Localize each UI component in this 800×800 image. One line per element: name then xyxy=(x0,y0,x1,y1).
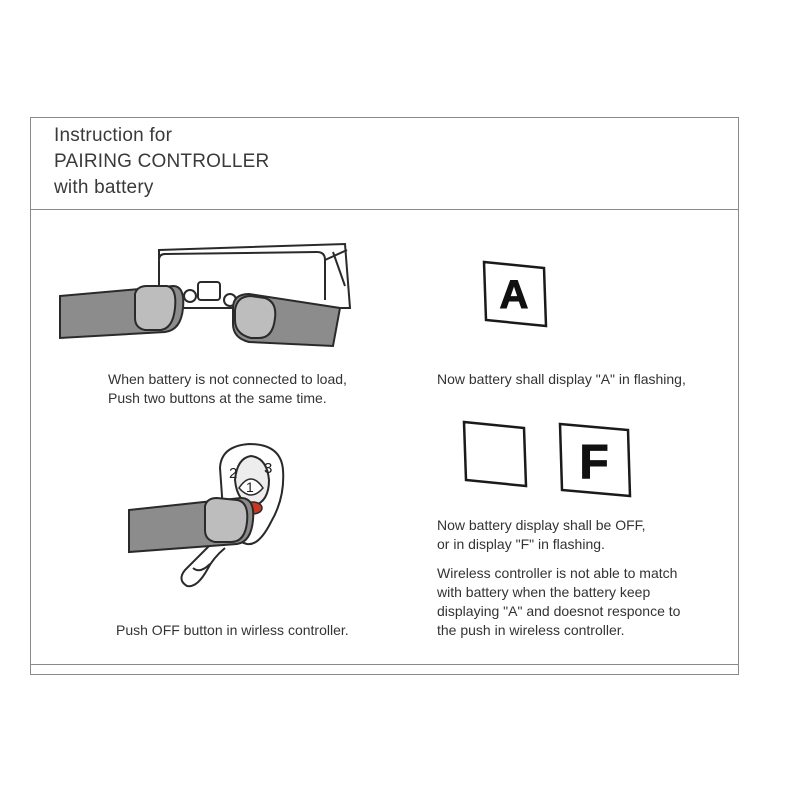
step1-line-2: Push two buttons at the same time. xyxy=(108,390,327,406)
step1-line-1: When battery is not connected to load, xyxy=(108,371,347,387)
step3-line-1: Push OFF button in wirless controller. xyxy=(116,622,349,638)
remote-label-2: 2 xyxy=(229,465,238,482)
battery-buttons-illustration xyxy=(55,238,355,358)
display-letter-f: F xyxy=(579,436,609,489)
left-finger xyxy=(60,286,183,338)
instruction-title xyxy=(54,123,269,201)
remote-label-3: 3 xyxy=(264,460,273,477)
display-letter-a: A xyxy=(499,273,529,317)
remote-label-1: 1 xyxy=(246,479,254,495)
step4-note xyxy=(437,564,680,640)
title-divider xyxy=(30,209,739,210)
title-line-3: with battery xyxy=(54,177,154,198)
note-line-4: the push in wireless controller. xyxy=(437,622,625,638)
step4-text xyxy=(437,516,646,554)
display-f-icon xyxy=(554,420,636,502)
note-line-3: displaying "A" and doesnot responce to xyxy=(437,603,681,619)
step2-line-1: Now battery shall display "A" in flashing, xyxy=(437,371,686,387)
bottom-divider xyxy=(30,664,739,665)
title-line-1: Instruction for xyxy=(54,125,173,146)
step3-text xyxy=(116,621,349,640)
step4-line-2: or in display "F" in flashing. xyxy=(437,536,605,552)
pressing-finger xyxy=(129,498,253,552)
remote-press-illustration xyxy=(125,440,300,590)
note-line-1: Wireless controller is not able to match xyxy=(437,565,678,581)
title-line-2: PAIRING CONTROLLER xyxy=(54,151,270,172)
note-line-2: with battery when the battery keep xyxy=(437,584,651,600)
display-off-icon xyxy=(458,418,532,492)
display-a-icon xyxy=(478,258,552,332)
step1-text xyxy=(108,370,347,408)
step4-line-1: Now battery display shall be OFF, xyxy=(437,517,646,533)
battery-button-left xyxy=(184,290,196,302)
step2-text xyxy=(437,370,686,389)
